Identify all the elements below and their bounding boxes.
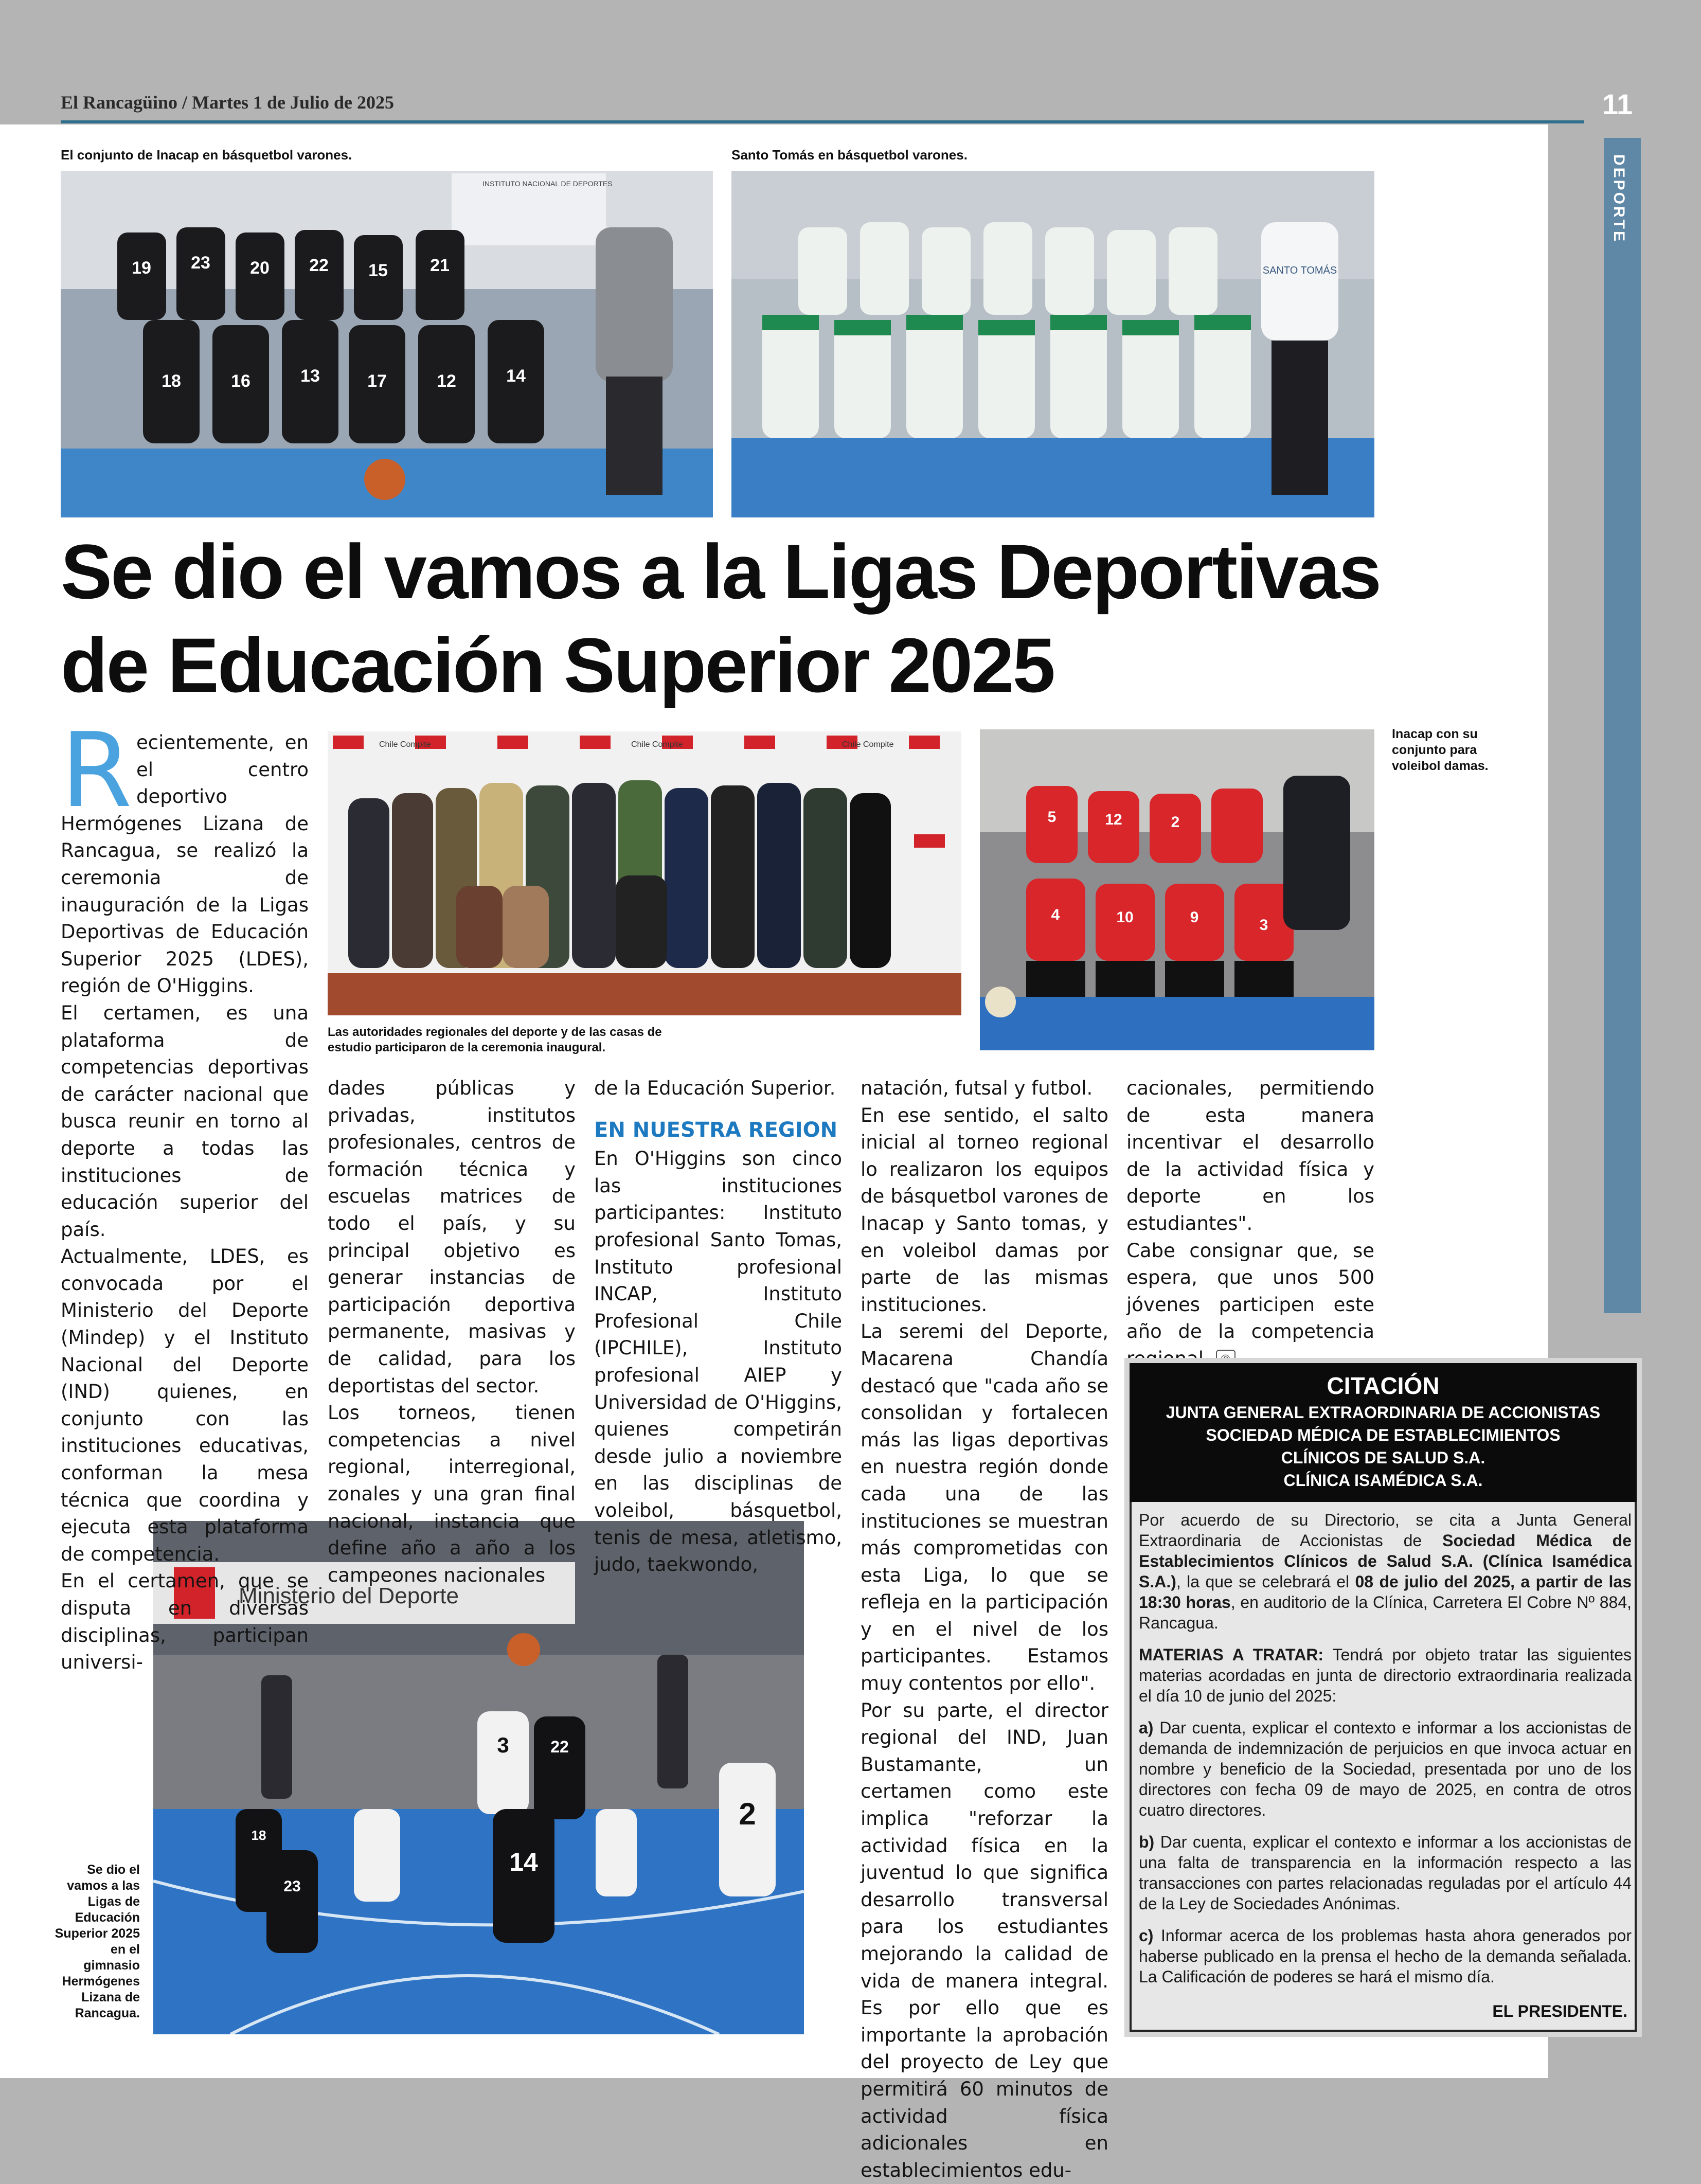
article-column-2 [328, 1075, 576, 1589]
banner-text: INSTITUTO NACIONAL DE DEPORTES [482, 180, 613, 188]
photo-santo-tomas-team [731, 171, 1374, 517]
jersey-number: 18 [251, 1828, 266, 1843]
article-column-1 [61, 711, 309, 1676]
backdrop-text: Chile Compite [842, 740, 894, 749]
notice-subtitle: SOCIEDAD MÉDICA DE ESTABLECIMIENTOS [1206, 1426, 1561, 1444]
photo-caption-inacap-basket: El conjunto de Inacap en básquetbol varones. [61, 147, 352, 163]
article-paragraph: La seremi del Deporte, Macarena Chandía destacó que "cada año se consolidan y fortalecen más las ligas deportivas en nuestra región donde cada una de las instituciones se muestran más comprometidas con esta Liga, lo que se refleja en la participación y en el nivel de los participantes. Estamos muy contentos por ello". [861, 1320, 1108, 1695]
shirt-text: SANTO TOMÁS [1262, 265, 1337, 276]
notice-subtitle: CLÍNICOS DE SALUD S.A. [1281, 1448, 1485, 1467]
jersey-number: 14 [509, 1848, 538, 1876]
article-column-5 [1126, 1075, 1374, 1373]
jersey-number: 13 [300, 366, 320, 386]
jersey-number: 3 [497, 1733, 509, 1757]
article-paragraph: natación, futsal y futbol. [861, 1077, 1093, 1099]
photo-inacap-volleyball-team [980, 729, 1374, 1050]
drop-cap: R [61, 711, 132, 831]
banner-text: Ministerio del Deporte [239, 1583, 459, 1608]
notice-paragraph: MATERIAS A TRATAR: Tendrá por objeto tratar las siguientes materias acordadas en junta de directorio extraordinaria realizada el día 10 de junio del 2025: [1139, 1645, 1632, 1705]
jersey-number: 16 [231, 371, 250, 391]
notice-body [1139, 1510, 1632, 1998]
jersey-number: 18 [162, 371, 181, 391]
notice-header [1130, 1363, 1637, 1502]
section-subheading: EN NUESTRA REGION [594, 1118, 838, 1142]
notice-signature: EL PRESIDENTE. [1492, 2002, 1627, 2020]
article-paragraph: En el certamen, que se disputa en diversas disciplinas, participan universi- [61, 1570, 309, 1674]
jersey-number: 23 [283, 1878, 301, 1895]
jersey-number: 19 [132, 258, 151, 278]
jersey-number: 3 [1259, 917, 1268, 934]
article-paragraph: El certamen, es una plataforma de competencias deportivas de carácter nacional que busca reunir en torno al deporte a todas las instituciones de educación superior del país. [61, 1001, 309, 1241]
jersey-number: 21 [430, 256, 450, 275]
notice-subtitle: CLÍNICA ISAMÉDICA S.A. [1283, 1471, 1483, 1490]
jersey-number: 23 [191, 253, 210, 273]
article-paragraph: En O'Higgins son cinco las instituciones participantes: Instituto profesional Santo Tomas, Instituto profesional INCAP, Instituto Profesional Chile (IPCHILE), Instituto profesional AIEP y Universidad de O'Higgins, quienes competirán desde julio a noviembre en las disciplinas de voleibol, básquetbol, tenis de mesa, atletismo, judo, taekwondo, [594, 1148, 842, 1576]
notice-item-a: a) Dar cuenta, explicar el contexto e informar a los accionistas de demanda de indemnización de perjuicios en que invoca actuar en nombre y beneficio de la Sociedad, presentada por uno de los directores con fecha 09 de mayo de 2025, en contra de otros cuatro directores. [1139, 1718, 1632, 1819]
article-column-3 [594, 1075, 842, 1579]
page-number: 11 [1602, 88, 1633, 120]
photo-inacap-basketball-team [61, 171, 713, 517]
photo-caption-santo-tomas: Santo Tomás en básquetbol varones. [731, 147, 968, 163]
jersey-number: 5 [1047, 809, 1057, 826]
jersey-number: 12 [437, 371, 456, 391]
backdrop-text: Chile Compite [379, 740, 431, 749]
jersey-number: 22 [309, 256, 329, 275]
article-paragraph: ecientemente, en el centro deportivo Hermógenes Lizana de Rancagua, se realizó la ceremonia de inauguración de la Ligas Deportivas de Educación Superior 2025 (LDES), región de O'Higgins. [61, 731, 309, 997]
article-paragraph: En ese sentido, el salto inicial al torneo regional lo realizaron los equipos de básquetbol varones de Inacap y Santo tomas, y en voleibol damas por parte de las mismas instituciones. [861, 1104, 1108, 1316]
article-paragraph: cacionales, permitiendo de esta manera incentivar el desarrollo de la actividad física y deporte en los estudiantes". [1126, 1077, 1374, 1234]
article-paragraph: dades públicas y privadas, institutos profesionales, centros de formación técnica y escuelas matrices de todo el país, y su principal objetivo es generar instancias de participación deportiva permanente, masivas y de calidad, para los deportistas del sector. [328, 1077, 576, 1397]
article-paragraph: Cabe consignar que, se espera, que unos 500 jóvenes participen este año de la competencia [1126, 1239, 1374, 1343]
backdrop-text: Chile Compite [631, 740, 683, 749]
jersey-number: 22 [550, 1738, 569, 1756]
article-column-4 [861, 1075, 1108, 2184]
jersey-number: 10 [1116, 909, 1134, 926]
notice-paragraph: Por acuerdo de su Directorio, se cita a Junta General Extraordinaria de Accionistas de Sociedad Médica de Establecimientos Clínicos de Salud S.A. (Clínica Isamédica S.A.), la que se celebrará el 08 de julio del 2025, a partir de las 18:30 horas, en auditorio de la Clínica, Carretera El Cobre Nº 884, Rancagua. [1139, 1511, 1632, 1632]
notice-item-c: c) Informar acerca de los problemas hasta ahora generados por haberse publicado en la prensa el hecho de la demanda señalada. La Calificación de poderes se hará el mismo día. [1139, 1926, 1632, 1986]
jersey-number: 17 [367, 371, 387, 391]
photo-caption-game: Se dio el vamos a las Ligas de Educación Superior 2025 en el gimnasio Hermógenes Lizana de Rancagua. [55, 1863, 140, 2020]
article-paragraph: de la Educación Superior. [594, 1077, 836, 1099]
notice-subtitle: JUNTA GENERAL EXTRAORDINARIA DE ACCIONISTAS [1166, 1403, 1601, 1422]
header-rule [61, 120, 1584, 123]
photo-caption-ceremony: Las autoridades regionales del deporte y de las casas de estudio participaron de la ceremonia inaugural. [328, 1025, 662, 1054]
notice-item-b: b) Dar cuenta, explicar el contexto e informar a los accionistas de una falta de transparencia en la información respecto a las transacciones con partes relacionadas reguladas por el artículo 44 de la Ley de Sociedades Anónimas. [1139, 1833, 1632, 1913]
notice-title: CITACIÓN [1327, 1372, 1440, 1399]
jersey-number: 2 [739, 1797, 756, 1831]
article-paragraph: Actualmente, LDES, es convocada por el Ministerio del Deporte (Mindep) y el Instituto Nacional del Deporte (IND) quienes, en conjunto con las instituciones educativas, conforman la mesa técnica que coordina y ejecuta esta plataforma de competencia. [61, 1245, 309, 1565]
jersey-number: 9 [1190, 909, 1199, 926]
headline: Se dio el vamos a la Ligas Deportivas de Educación Superior 2025 [61, 528, 1381, 708]
section-band [1604, 138, 1641, 1313]
photo-inauguration-ceremony [328, 731, 961, 1015]
photo-caption-volleyball: Inacap con su conjunto para voleibol damas. [1392, 727, 1489, 773]
jersey-number: 15 [368, 261, 388, 280]
running-header: El Rancagüino / Martes 1 de Julio de 2025 [61, 92, 395, 113]
jersey-number: 20 [250, 258, 270, 278]
jersey-number: 4 [1051, 906, 1060, 923]
section-label: DEPORTE [1610, 154, 1627, 244]
jersey-number: 12 [1105, 811, 1122, 828]
jersey-number: 2 [1171, 814, 1180, 831]
article-paragraph: Los torneos, tienen competencias a nivel regional, interregional, zonales y una gran final nacional, instancia que define año a año a los campeones nacionales [328, 1402, 576, 1586]
jersey-number: 14 [506, 366, 526, 386]
article-paragraph: Por su parte, el director regional del IND, Juan Bustamante, un certamen como este implica "reforzar la actividad física en la juventud lo que significa desarrollo transversal para los estudiantes mejorando la calidad de vida de manera integral. Es por ello que es importante la aprobación del proyecto de Ley que permitirá 60 minutos de actividad física adicionales en establecimientos edu- [861, 1699, 1108, 2181]
